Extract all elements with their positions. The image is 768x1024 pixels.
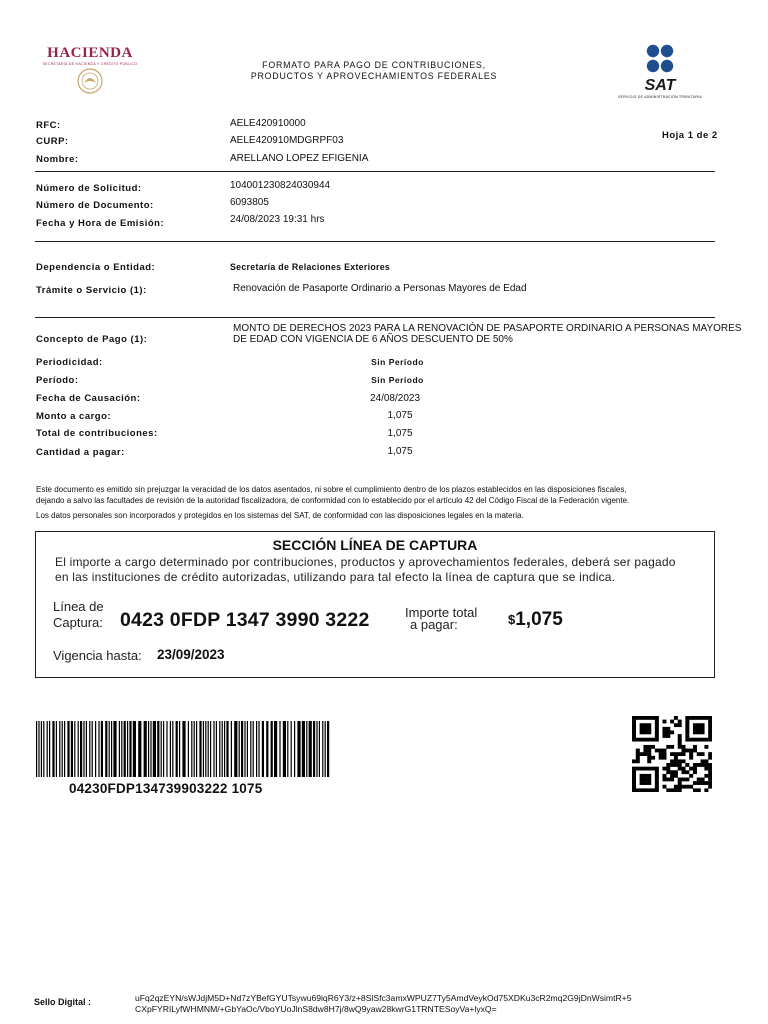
linea-captura-label (53, 599, 104, 631)
solicitud-value: 104001230824030944 (230, 180, 331, 191)
vigencia-value: 23/09/2023 (157, 647, 225, 662)
documento-value: 6093805 (230, 197, 269, 208)
total-value: 1,075 (387, 428, 413, 439)
causacion-value: 24/08/2023 (369, 393, 421, 404)
qr-code (632, 716, 712, 792)
linea-captura-value: 0423 0FDP 1347 3990 3222 (120, 609, 370, 631)
sat-logo-text: SAT (644, 77, 676, 94)
divider (35, 317, 715, 318)
divider (35, 241, 715, 242)
emision-value: 24/08/2023 19:31 hrs (230, 214, 325, 225)
currency-symbol: $ (508, 612, 516, 627)
page-indicator: Hoja 1 de 2 (662, 130, 718, 141)
capture-section (35, 531, 715, 678)
solicitud-label: Número de Solicitud: (36, 183, 142, 194)
disclaimer (36, 484, 736, 506)
sat-logo-subtitle: SERVICIO DE ADMINISTRACIÓN TRIBUTARIA (618, 95, 702, 99)
periodicidad-label: Periodicidad: (36, 357, 103, 368)
rfc-value: AELE420910000 (230, 118, 306, 129)
periodo-label: Período: (36, 375, 79, 386)
sello-digital-label: Sello Digital : (34, 997, 92, 1007)
nombre-label: Nombre: (36, 154, 79, 165)
sello-digital-value (135, 993, 631, 1015)
privacy-note: Los datos personales son incorporados y protegidos en los sistemas del SAT, de conformidad con las disposiciones legales en la materia. (36, 511, 524, 520)
cantidad-value: 1,075 (387, 446, 413, 457)
curp-label: CURP: (36, 136, 69, 147)
hacienda-logo-subtitle: SECRETARÍA DE HACIENDA Y CRÉDITO PÚBLICO (42, 62, 138, 66)
disclaimer-line1: Este documento es emitido sin prejuzgar la veracidad de los datos asentados, ni sobre el cumplimiento dentro de los plazos establecidos en las disposiciones fiscales, (36, 485, 627, 494)
concepto-line2: DE EDAD CON VIGENCIA DE 6 AÑOS DESCUENTO DE 50% (233, 334, 513, 345)
sello-line1: uFq2qzEYN/sWJdjM5D+Nd7zYBefGYUTsywu69iqR6Y3/z+8SlSfc3amxWPUZ7Ty5AmdVeykOd75XDKu3cR2mq2G9jDnWsimtR+5 (135, 993, 632, 1003)
monto-label: Monto a cargo: (36, 411, 112, 422)
capture-text (55, 555, 676, 584)
importe-amount: 1,075 (515, 609, 563, 630)
tramite-label: Trámite o Servicio (1): (36, 285, 147, 296)
periodo-value: Sin Período (371, 375, 424, 385)
cantidad-label: Cantidad a pagar: (36, 447, 125, 458)
barcode-text: 04230FDP134739903222 1075 (69, 781, 263, 796)
periodicidad-value: Sin Período (371, 357, 424, 367)
vigencia-label: Vigencia hasta: (53, 648, 142, 663)
linea-label-line2: Captura: (53, 615, 103, 630)
total-label: Total de contribuciones: (36, 428, 158, 439)
emision-label: Fecha y Hora de Emisión: (36, 218, 165, 229)
concepto-line1: MONTO DE DERECHOS 2023 PARA LA RENOVACIÓN DE PASAPORTE ORDINARIO A PERSONAS MAYORES (233, 323, 742, 334)
hacienda-logo-text: HACIENDA (47, 45, 133, 61)
sat-dots-icon (640, 44, 680, 74)
concepto-label: Concepto de Pago (1): (36, 334, 148, 345)
importe-label-line1: Importe total (405, 605, 478, 620)
form-title-line1: FORMATO PARA PAGO DE CONTRIBUCIONES, (262, 60, 486, 70)
curp-value: AELE420910MDGRPF03 (230, 135, 344, 146)
monto-value: 1,075 (387, 410, 413, 421)
causacion-label: Fecha de Causación: (36, 393, 141, 404)
form-title-line2: PRODUCTOS Y APROVECHAMIENTOS FEDERALES (250, 71, 498, 81)
dependencia-value: Secretaría de Relaciones Exteriores (230, 262, 391, 272)
eagle-emblem-icon (75, 67, 105, 95)
importe-label-line2: a pagar: (410, 617, 458, 632)
sat-logo (606, 44, 714, 100)
dependencia-label: Dependencia o Entidad: (36, 262, 156, 273)
form-title (200, 60, 548, 82)
tramite-value: Renovación de Pasaporte Ordinario a Personas Mayores de Edad (233, 283, 527, 294)
barcode (36, 721, 330, 777)
documento-label: Número de Documento: (36, 200, 154, 211)
nombre-value: ARELLANO LOPEZ EFIGENIA (230, 153, 369, 164)
sello-line2: CXpFYRILyfWHMNM/+GbYaOc/VboYUoJlnS8dw8H7j/8wQ9yaw28kwrG1TRNTESoyVa+lyxQ= (135, 1004, 497, 1014)
rfc-label: RFC: (36, 120, 61, 131)
capture-text-line1: El importe a cargo determinado por contribuciones, productos y aprovechamientos federales, deberá ser pagado (55, 555, 676, 569)
divider (35, 171, 715, 172)
importe-total-label (405, 607, 477, 631)
importe-total-value (508, 609, 563, 631)
hacienda-logo (36, 45, 144, 101)
linea-label-line1: Línea de (53, 599, 104, 614)
disclaimer-line2: dejando a salvo las facultades de revisión de la autoridad fiscalizadora, de conformidad con lo establecido por el artículo 42 del Código Fiscal de la Federación vigente. (36, 496, 630, 505)
capture-title: SECCIÓN LÍNEA DE CAPTURA (272, 537, 478, 553)
concepto-value (233, 323, 741, 345)
capture-text-line2: en las instituciones de crédito autorizadas, utilizando para tal efecto la línea de captura que se indica. (55, 569, 616, 584)
